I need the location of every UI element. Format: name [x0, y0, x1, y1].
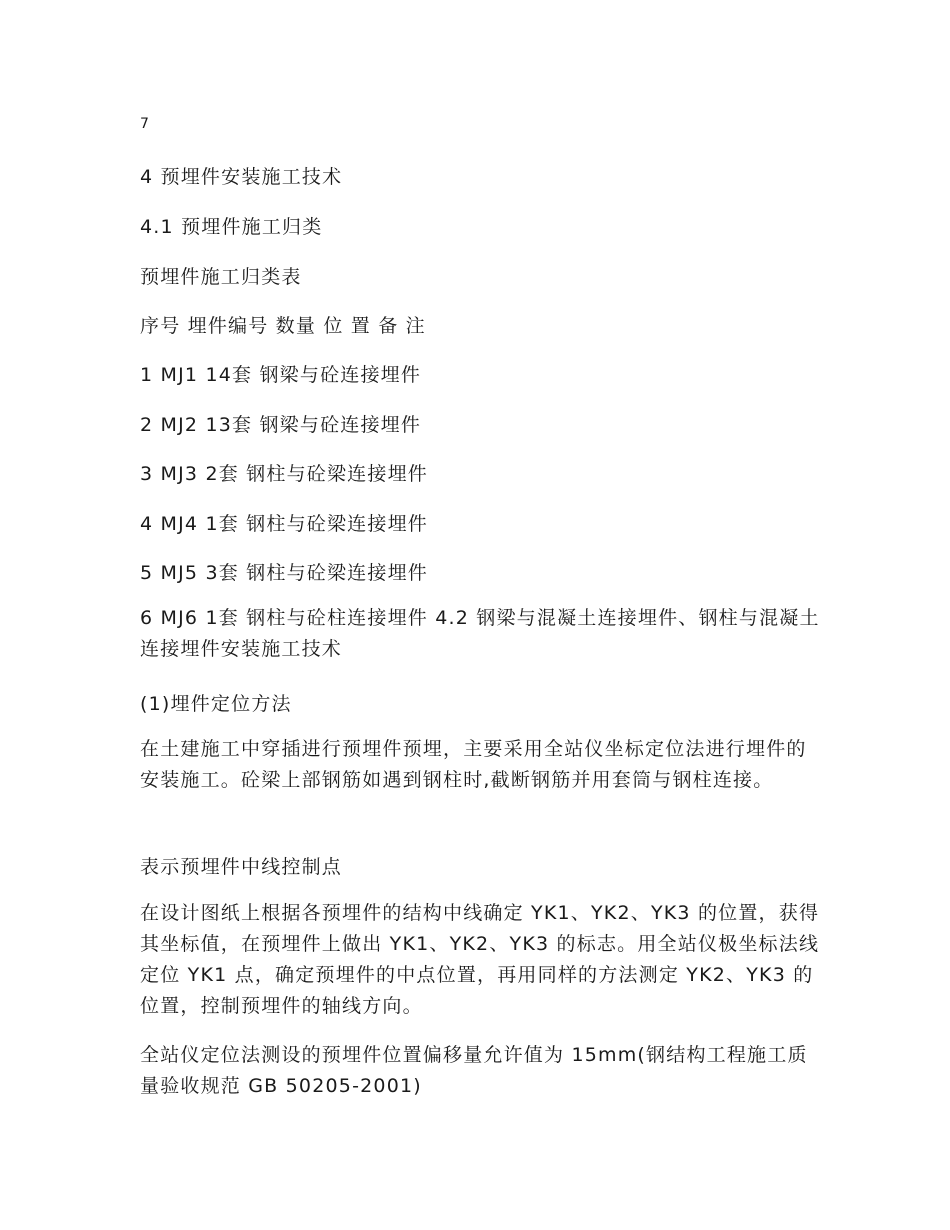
table-row-last-with-subsection: 6 MJ6 1套 钢柱与砼柱连接埋件 4.2 钢梁与混凝土连接埋件、钢柱与混凝土连接埋件安装施工技术 [140, 607, 820, 660]
page-number: 7 [140, 116, 149, 132]
table-caption: 预埋件施工归类表 [140, 266, 302, 288]
subsection-title: 4.1 预埋件施工归类 [140, 216, 323, 238]
figure-caption: 表示预埋件中线控制点 [140, 856, 343, 878]
paragraph-centerline-control: 在设计图纸上根据各预埋件的结构中线确定 YK1、YK2、YK3 的位置，获得其坐标值，在预埋件上做出 YK1、YK2、YK3 的标志。用全站仪极坐标法线定位 YK1 点，确定预埋件的中点位置，再用同样的方法测定 YK2、YK3 的位置，控制预埋件的轴线方向。 [140, 902, 820, 1017]
table-row: 4 MJ4 1套 钢柱与砼梁连接埋件 [140, 513, 428, 535]
method-heading: (1)埋件定位方法 [140, 693, 292, 715]
paragraph-positioning-method: 在土建施工中穿插进行预埋件预埋，主要采用全站仪坐标定位法进行埋件的安装施工。砼梁上部钢筋如遇到钢柱时,截断钢筋并用套筒与钢柱连接。 [140, 738, 807, 791]
section-title: 4 预埋件安装施工技术 [140, 166, 343, 188]
table-header: 序号 埋件编号 数量 位 置 备 注 [140, 315, 426, 337]
table-row: 1 MJ1 14套 钢梁与砼连接埋件 [140, 364, 422, 386]
paragraph-tolerance: 全站仪定位法测设的预埋件位置偏移量允许值为 15mm(钢结构工程施工质量验收规范 GB 50205-2001) [140, 1044, 808, 1097]
table-row: 5 MJ5 3套 钢柱与砼梁连接埋件 [140, 562, 428, 584]
table-row: 2 MJ2 13套 钢梁与砼连接埋件 [140, 414, 422, 436]
table-row: 3 MJ3 2套 钢柱与砼梁连接埋件 [140, 463, 428, 485]
